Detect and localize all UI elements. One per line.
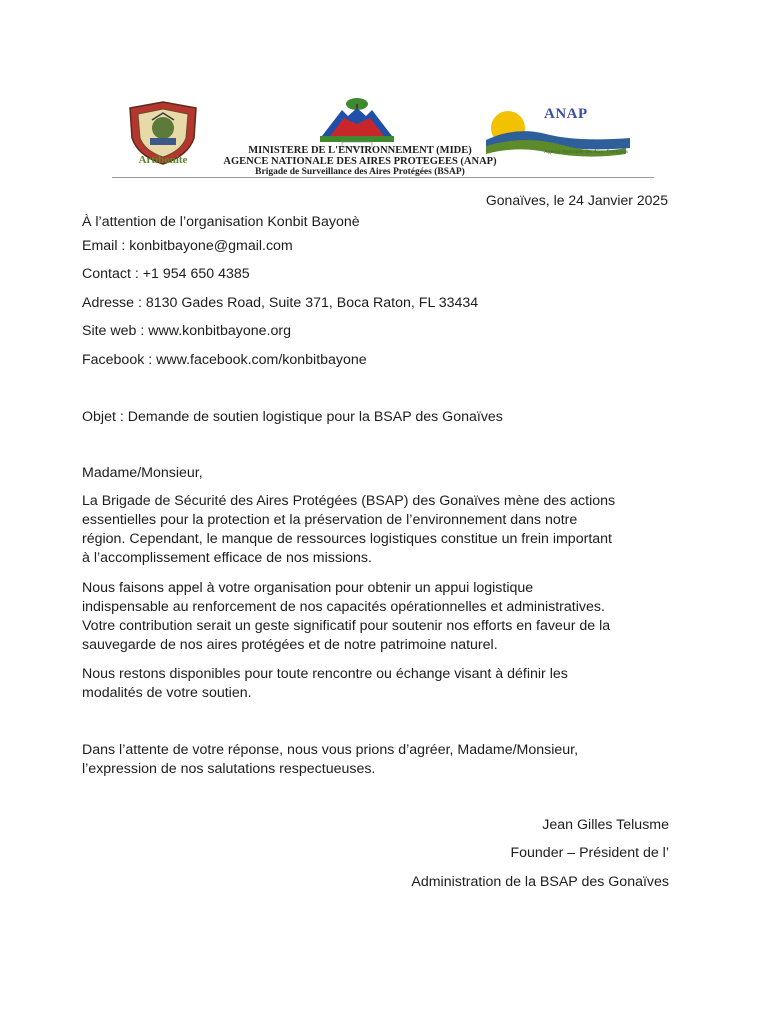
paragraph-line: modalités de votre soutien. (82, 685, 252, 701)
paragraph-1 (82, 492, 682, 568)
recipient-website: Site web : www.konbitbayone.org (82, 323, 291, 339)
paragraph-line: à l’accomplissement efficace de nos missions. (82, 550, 372, 566)
letterhead-divider (112, 177, 654, 178)
signature-title: Founder – Président de l’ (510, 845, 669, 861)
paragraph-line: La Brigade de Sécurité des Aires Protégées (BSAP) des Gonaïves mène des actions (82, 493, 616, 509)
paragraph-line: région. Cependant, le manque de ressources logistiques constitue un frein important (82, 531, 612, 547)
recipient-address: Adresse : 8130 Gades Road, Suite 371, Boca Raton, FL 33434 (82, 295, 479, 311)
paragraph-3 (82, 665, 682, 703)
paragraph-line: Nous restons disponibles pour toute rencontre ou échange visant à définir les (82, 666, 568, 682)
recipient-contact: Contact : +1 954 650 4385 (82, 266, 250, 282)
paragraph-line: Votre contribution serait un geste significatif pour soutenir nos efforts en faveur de la (82, 618, 611, 634)
recipient-email: Email : konbitbayone@gmail.com (82, 238, 293, 254)
paragraph-line: Dans l’attente de votre réponse, nous vous prions d’agréer, Madame/Monsieur, (82, 742, 579, 758)
paragraph-line: sauvegarde de nos aires protégées et de notre patrimoine naturel. (82, 637, 498, 653)
signature-organization: Administration de la BSAP des Gonaïves (411, 874, 669, 890)
recipient-attention: À l’attention de l’organisation Konbit Bayonè (82, 214, 360, 230)
letter-salutation: Madame/Monsieur, (82, 465, 203, 481)
haiti-coat-of-arms-logo (312, 92, 402, 148)
paragraph-line: Nous faisons appel à votre organisation pour obtenir un appui logistique (82, 580, 534, 596)
artibonite-caption: Artibonite (138, 154, 188, 166)
anap-subtitle: Agence Nationale des Aires Protégées (544, 149, 628, 155)
paragraph-line: indispensable au renforcement de nos capacités opérationnelles et administratives. (82, 599, 605, 615)
letterhead (0, 0, 768, 185)
ministry-name: MINISTERE DE L'ENVIRONNEMENT (MIDE) (248, 145, 472, 156)
signature-name: Jean Gilles Telusme (542, 817, 669, 833)
brigade-name: Brigade de Surveillance des Aires Protégées (BSAP) (255, 167, 465, 177)
paragraph-line: l’expression de nos salutations respectueuses. (82, 761, 376, 777)
anap-wordmark: ANAP (544, 106, 588, 122)
closing-paragraph (82, 741, 682, 779)
paragraph-2 (82, 579, 682, 655)
agency-name: AGENCE NATIONALE DES AIRES PROTEGEES (ANAP) (223, 156, 497, 167)
paragraph-line: essentielles pour la protection et la préservation de l’environnement dans notre (82, 512, 578, 528)
letter-subject: Objet : Demande de soutien logistique pour la BSAP des Gonaïves (82, 409, 503, 425)
recipient-facebook: Facebook : www.facebook.com/konbitbayone (82, 352, 367, 368)
letter-date: Gonaïves, le 24 Janvier 2025 (485, 192, 668, 208)
letterhead-title-block (160, 145, 560, 178)
